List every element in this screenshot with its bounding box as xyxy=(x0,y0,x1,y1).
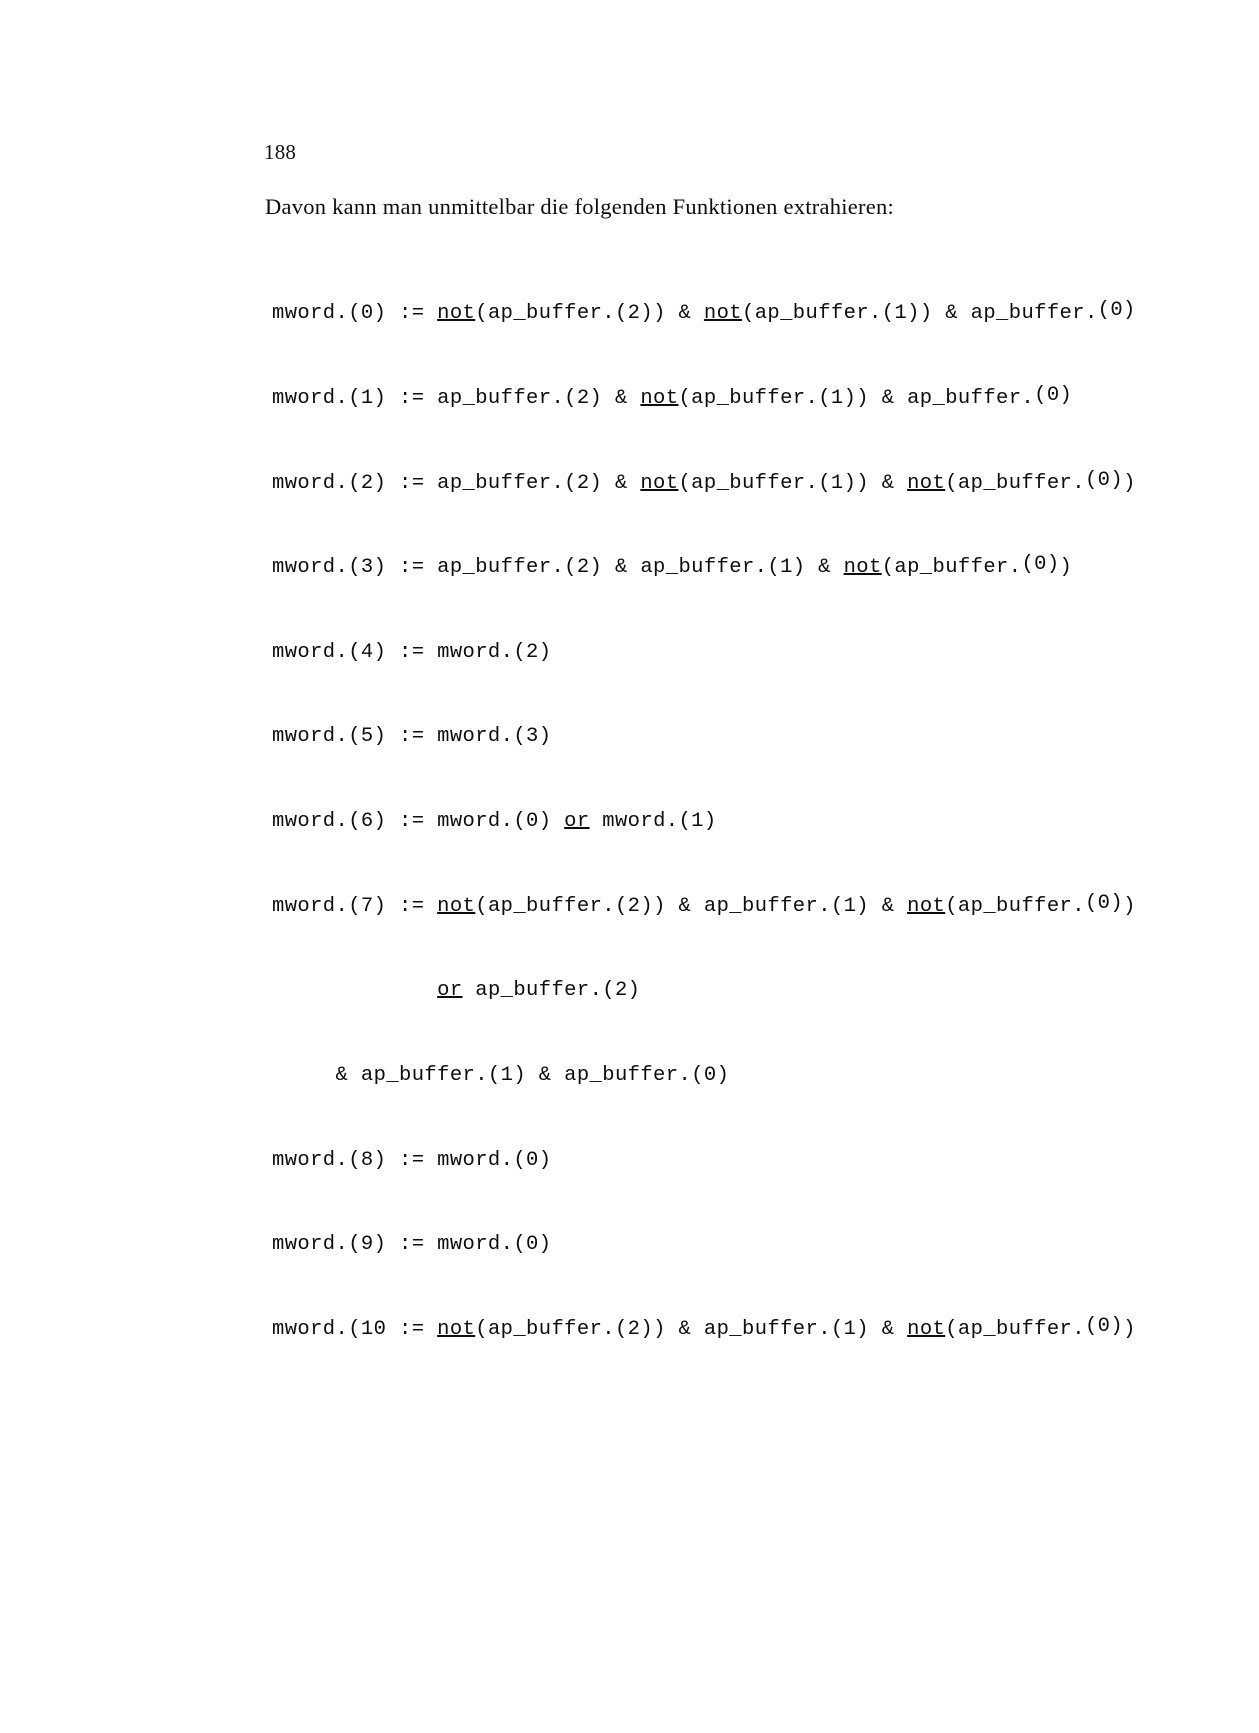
code-line: mword.(1) := ap_buffer.(2) & not(ap_buffer.(1)) & ap_buffer.(0) xyxy=(272,384,1073,411)
code-line: or ap_buffer.(2) xyxy=(437,979,641,1003)
code-line: mword.(6) := mword.(0) or mword.(1) xyxy=(272,810,717,834)
code-line: mword.(8) := mword.(0) xyxy=(272,1148,552,1172)
code-line: mword.(0) := not(ap_buffer.(2)) & not(ap_buffer.(1)) & ap_buffer.(0) xyxy=(272,299,1136,326)
page-number: 188 xyxy=(264,140,297,164)
code-line: & ap_buffer.(1) & ap_buffer.(0) xyxy=(272,1063,730,1087)
code-line: mword.(3) := ap_buffer.(2) & ap_buffer.(1) & not(ap_buffer.(0)) xyxy=(272,553,1073,580)
code-line: mword.(7) := not(ap_buffer.(2)) & ap_buffer.(1) & not(ap_buffer.(0)) xyxy=(272,891,1136,918)
intro-paragraph: Davon kann man unmittelbar die folgenden Funktionen extrahieren: xyxy=(265,194,894,219)
code-line: mword.(5) := mword.(3) xyxy=(272,725,552,749)
code-block xyxy=(272,244,1136,1400)
code-line: mword.(4) := mword.(2) xyxy=(272,640,552,664)
code-line: mword.(2) := ap_buffer.(2) & not(ap_buffer.(1)) & not(ap_buffer.(0)) xyxy=(272,468,1136,495)
code-line: mword.(9) := mword.(0) xyxy=(272,1233,552,1257)
code-line: mword.(10 := not(ap_buffer.(2)) & ap_buffer.(1) & not(ap_buffer.(0)) xyxy=(272,1314,1136,1341)
